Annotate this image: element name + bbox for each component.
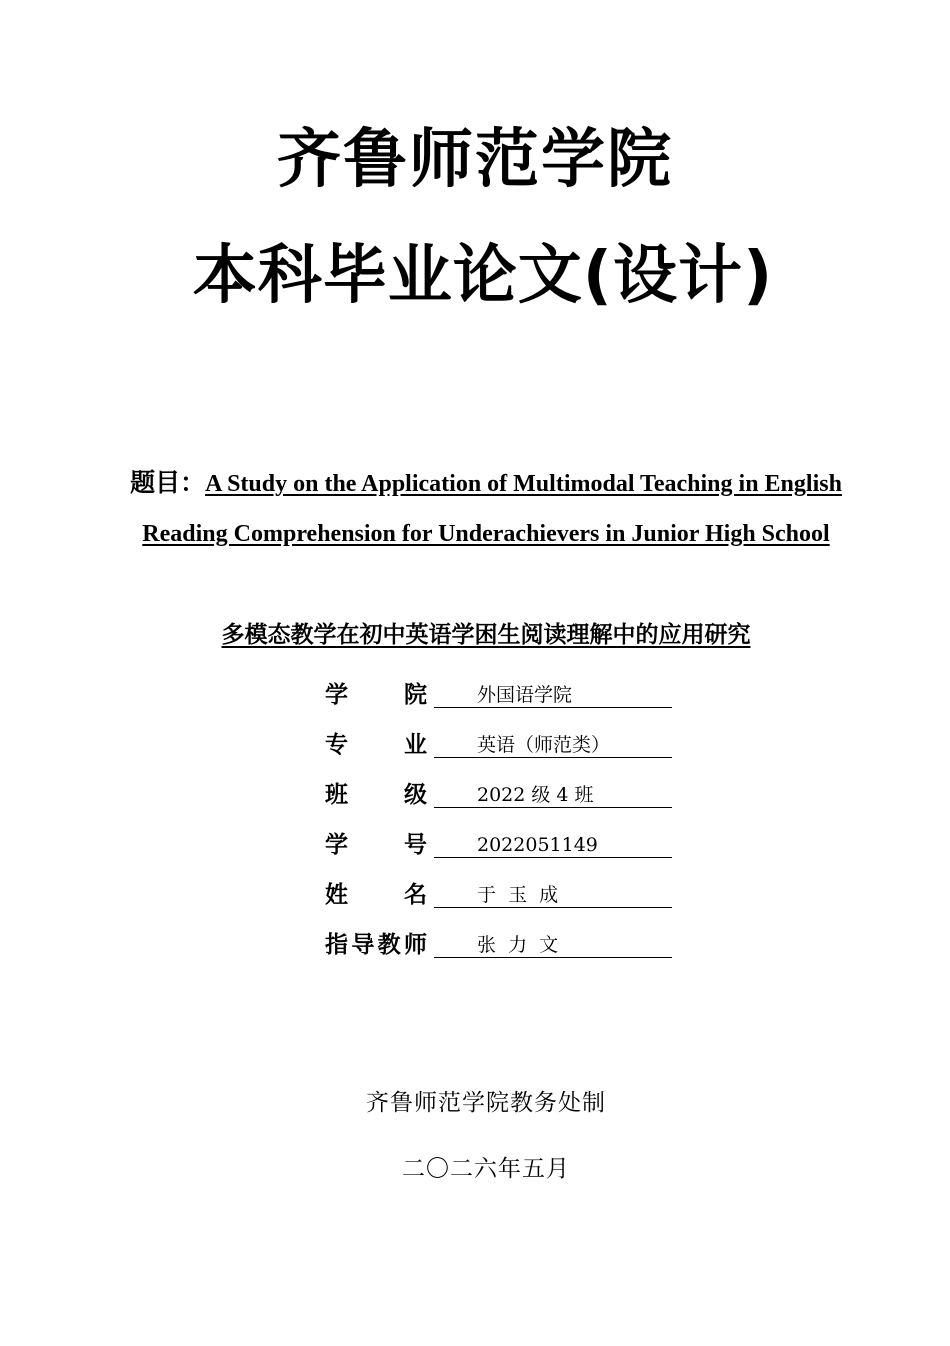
info-row-advisor [325, 924, 685, 974]
title-english: A Study on the Application of Multimodal Teaching in English Reading Comprehension for Underachievers in Junior High School [142, 471, 842, 547]
info-row-student-id [325, 824, 685, 874]
info-value: 2022051149 [434, 832, 672, 858]
info-value: 张 力 文 [434, 932, 672, 958]
info-label: 专业 [325, 732, 427, 758]
title-prefix: 题目： [130, 468, 206, 497]
issue-date: 二〇二六年五月 [402, 1156, 570, 1182]
thesis-type: 本科毕业论文(设计) [192, 239, 774, 313]
student-info [325, 674, 685, 974]
info-label: 指导教师 [325, 932, 427, 958]
info-label: 班级 [325, 782, 427, 808]
info-value: 于 玉 成 [434, 882, 672, 908]
info-label: 学院 [325, 682, 427, 708]
info-row-name [325, 874, 685, 924]
info-value: 英语（师范类） [434, 732, 672, 758]
info-value: 2022 级 4 班 [434, 782, 672, 808]
thesis-title [100, 458, 872, 559]
issuing-office: 齐鲁师范学院教务处制 [366, 1090, 606, 1116]
info-label: 学号 [325, 832, 427, 858]
info-row-class [325, 774, 685, 824]
info-value: 外国语学院 [434, 682, 672, 708]
title-chinese: 多模态教学在初中英语学困生阅读理解中的应用研究 [221, 622, 751, 648]
school-name: 齐鲁师范学院 [277, 123, 673, 197]
info-label: 姓名 [325, 882, 427, 908]
info-row-major [325, 724, 685, 774]
info-row-college [325, 674, 685, 724]
